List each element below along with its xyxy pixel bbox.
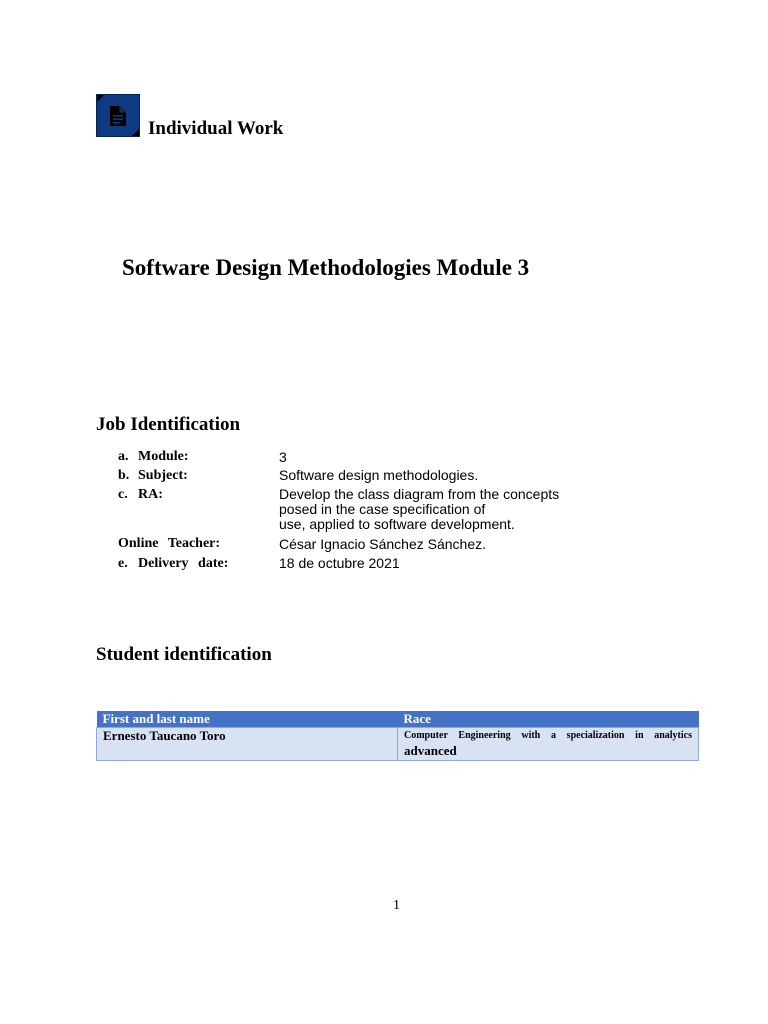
student-table <box>96 711 699 761</box>
field-value-ra <box>279 487 559 532</box>
document-title: Software Design Methodologies Module 3 <box>122 255 530 280</box>
header-label: Individual Work <box>148 118 284 139</box>
student-race-cell <box>398 728 699 761</box>
field-label-module <box>118 449 189 465</box>
field-marker: c. <box>118 487 128 502</box>
field-value-line: Develop the class diagram from the concepts <box>279 486 560 502</box>
page-number: 1 <box>393 898 400 913</box>
field-value-line: posed in the case specification of <box>279 501 486 517</box>
race-line-1: Computer Engineering with a specialization in analytics <box>404 730 692 741</box>
document-icon <box>96 94 140 137</box>
job-identification-heading: Job Identification <box>96 414 241 435</box>
field-value-online-teacher: César Ignacio Sánchez Sánchez. <box>279 536 487 552</box>
field-label-text: RA: <box>138 487 163 502</box>
field-marker: e. <box>118 556 128 571</box>
table-header-name: First and last name <box>97 711 398 728</box>
student-name-cell: Ernesto Taucano Toro <box>97 728 398 761</box>
field-marker: b. <box>118 468 130 483</box>
field-label-text: Delivery date: <box>138 556 229 571</box>
table-row <box>97 728 699 761</box>
field-label-text: Module: <box>138 449 189 464</box>
table-header-race: Race <box>398 711 699 728</box>
document-glyph <box>109 105 127 127</box>
field-label-ra <box>118 487 163 503</box>
field-value-delivery-date: 18 de octubre 2021 <box>279 555 400 571</box>
field-value-subject: Software design methodologies. <box>279 467 479 483</box>
table-header-row <box>97 711 699 728</box>
field-marker: a. <box>118 449 129 464</box>
field-label-text: Online Teacher: <box>118 536 221 551</box>
field-value-module: 3 <box>279 449 287 465</box>
field-label-online-teacher <box>118 536 220 552</box>
field-label-delivery-date <box>118 556 228 572</box>
field-label-subject <box>118 468 188 484</box>
student-identification-heading: Student identification <box>96 644 272 665</box>
race-line-2: advanced <box>404 743 457 758</box>
field-value-line: use, applied to software development. <box>279 516 515 532</box>
field-label-text: Subject: <box>138 468 188 483</box>
